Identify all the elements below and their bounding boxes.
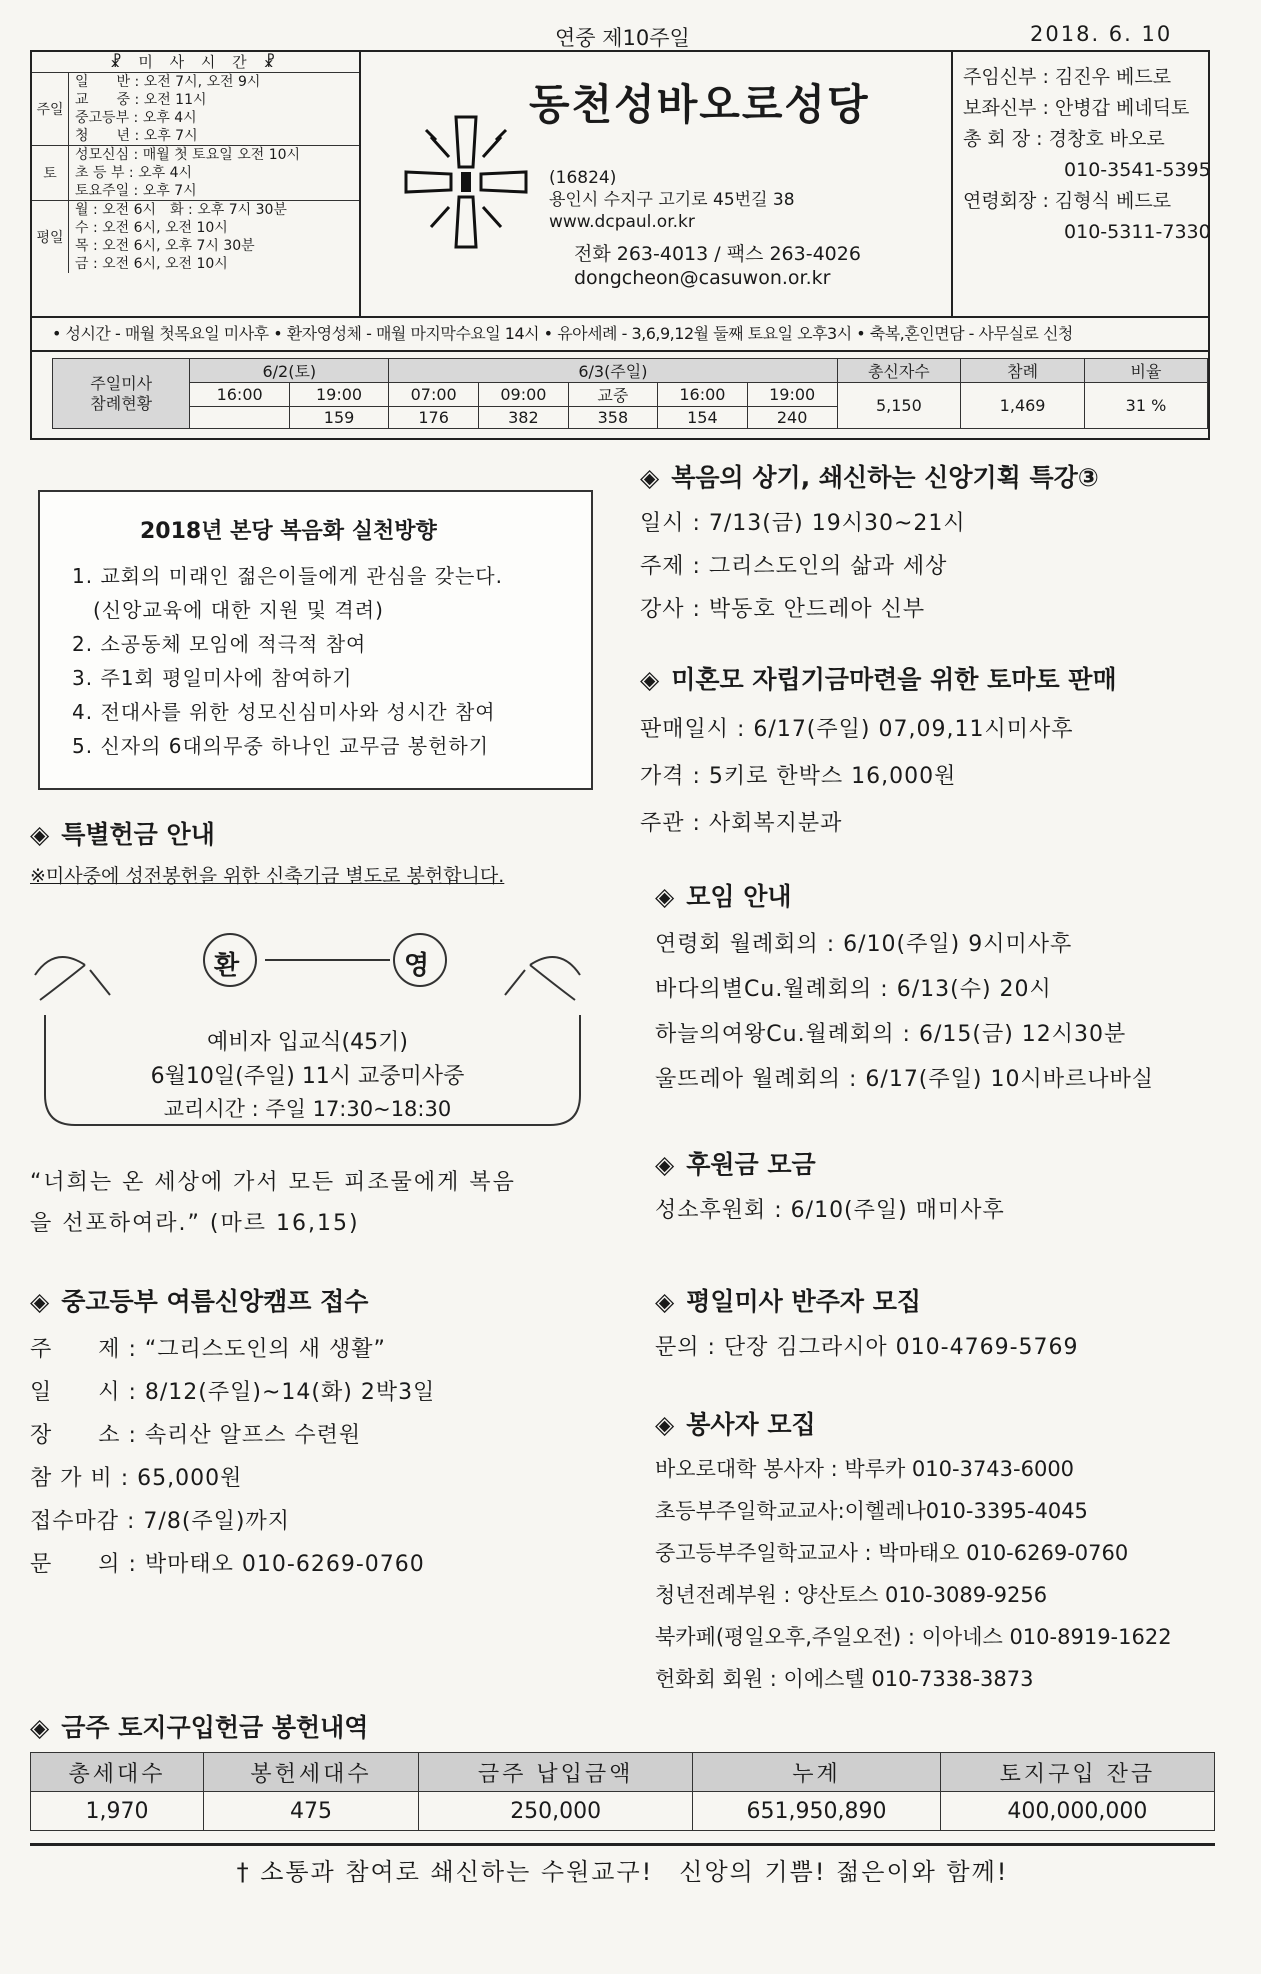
email: dongcheon@casuwon.or.kr [574, 267, 831, 289]
saturday-header: 6/2(토) [190, 359, 389, 383]
count-cell: 382 [479, 407, 569, 429]
land-header-cell: 금주 납입금액 [419, 1753, 693, 1792]
donation-notice [655, 1145, 1005, 1224]
camp-title: 중고등부 여름신앙캠프 접수 [61, 1287, 369, 1316]
practice-item: 5. 신자의 6대의무중 하나인 교무금 봉헌하기 [72, 734, 490, 758]
meeting-line: 하늘의여왕Cu.월례회의 : 6/15(금) 12시30분 [655, 1022, 1127, 1047]
count-cell: 159 [289, 407, 388, 429]
volunteer-line: 북카페(평일오후,주일오전) : 이아네스 010-8919-1622 [655, 1625, 1172, 1649]
practice-item: 3. 주1회 평일미사에 참여하기 [72, 666, 353, 690]
mass-schedule [32, 52, 361, 318]
land-value-cell: 475 [204, 1792, 419, 1831]
attendance-box [30, 352, 1210, 440]
meetings-notice [655, 877, 1154, 1093]
land-purchase-heading [30, 1708, 368, 1744]
tomato-title: 미혼모 자립기금마련을 위한 토마토 판매 [671, 665, 1117, 694]
time-cell: 19:00 [747, 383, 837, 407]
time-cell: 19:00 [289, 383, 388, 407]
church-address [549, 167, 795, 233]
tomato-line: 주관 : 사회복지분과 [640, 811, 843, 836]
land-header-cell: 봉헌세대수 [204, 1753, 419, 1792]
mass-line: 수 : 오전 6시, 오전 10시 [75, 220, 228, 236]
bulletin-date: 2018. 6. 10 [1030, 22, 1173, 46]
lecture-title: 복음의 상기, 쇄신하는 신앙기획 특강③ [671, 463, 1099, 492]
phone-fax: 전화 263-4013 / 팩스 263-4026 [574, 243, 861, 265]
organist-notice [655, 1282, 1079, 1361]
special-offering-text: ※미사중에 성전봉헌을 위한 신축기금 별도로 봉헌합니다. [30, 865, 505, 887]
practice-item: 4. 전대사를 위한 성모신심미사와 성시간 참여 [72, 700, 496, 724]
mass-line: 월 : 오전 6시 화 : 오후 7시 30분 [75, 202, 287, 218]
meeting-line: 바다의별Cu.월례회의 : 6/13(수) 20시 [655, 977, 1052, 1002]
time-cell: 교중 [568, 383, 657, 407]
welcome-event: 예비자 입교식(45기) [207, 1030, 408, 1055]
mass-line: 교 중 : 오전 11시 [75, 92, 207, 108]
practice-item: 1. 교회의 미래인 젊은이들에게 관심을 갖는다. [72, 564, 503, 588]
sunday-header: 6/3(주일) [389, 359, 837, 383]
time-cell: 16:00 [658, 383, 748, 407]
count-cell: 240 [747, 407, 837, 429]
staff-line: 총 회 장 : 경창호 바오로 [963, 128, 1165, 150]
practice-item: 2. 소공동체 모임에 적극적 참여 [72, 632, 367, 656]
welcome-char-2: 영 [404, 951, 430, 981]
volunteer-line: 헌화회 회원 : 이에스텔 010-7338-3873 [655, 1667, 1034, 1691]
time-cell: 07:00 [389, 383, 479, 407]
land-value-cell: 651,950,890 [693, 1792, 940, 1831]
donation-title: 후원금 모금 [686, 1150, 816, 1179]
volunteer-line: 바오로대학 봉사자 : 박루카 010-3743-6000 [655, 1457, 1075, 1481]
land-purchase-table [30, 1752, 1215, 1831]
attend-header: 참례 [961, 359, 1085, 383]
mass-group-saturday [32, 146, 359, 201]
attend-value: 1,469 [961, 383, 1085, 429]
mass-line: 성모신심 : 매월 첫 토요일 오전 10시 [75, 147, 301, 163]
camp-line: 주 제 : “그리스도인의 새 생활” [30, 1337, 386, 1362]
camp-line: 장 소 : 속리산 알프스 수련원 [30, 1423, 362, 1448]
practice-title: 2018년 본당 복음화 실천방향 [140, 519, 437, 544]
staff-line: 주임신부 : 김진우 베드로 [963, 66, 1172, 88]
lecture-line: 강사 : 박동호 안드레아 신부 [640, 597, 926, 622]
land-header-cell: 누계 [693, 1753, 940, 1792]
total-value: 5,150 [837, 383, 961, 429]
land-value-cell: 1,970 [31, 1792, 204, 1831]
donation-text: 성소후원회 : 6/10(주일) 매미사후 [655, 1198, 1005, 1223]
mass-line: 중고등부 : 오후 4시 [75, 110, 197, 126]
diamond-icon: ◈ [640, 463, 660, 492]
attendance-label-1: 주일미사 [90, 373, 153, 393]
welcome-when: 6월10일(주일) 11시 교중미사중 [150, 1064, 465, 1089]
volunteer-line: 청년전례부원 : 양산토스 010-3089-9256 [655, 1583, 1048, 1607]
diamond-icon: ◈ [655, 1410, 675, 1439]
mass-line: 일 반 : 오전 7시, 오전 9시 [75, 74, 261, 90]
mass-line: 청 년 : 오후 7시 [75, 128, 198, 144]
attendance-label [53, 359, 190, 429]
diamond-icon: ◈ [30, 1713, 50, 1742]
catechumen-welcome [30, 925, 585, 1140]
mass-group-label: 평일 [32, 201, 69, 273]
camp-line: 참 가 비 : 65,000원 [30, 1466, 243, 1491]
tomato-sale-notice [640, 660, 1117, 837]
diamond-icon: ◈ [30, 1287, 50, 1316]
tomato-line: 가격 : 5키로 한박스 16,000원 [640, 764, 957, 789]
diamond-icon: ◈ [640, 665, 660, 694]
mass-line: 금 : 오전 6시, 오전 10시 [75, 256, 228, 272]
count-cell: 358 [568, 407, 657, 429]
scripture-quote [30, 1165, 516, 1237]
diocese-slogan: † 소통과 참여로 쇄신하는 수원교구! 신앙의 기쁨! 젊은이와 함께! [30, 1843, 1215, 1887]
time-cell: 09:00 [479, 383, 569, 407]
mass-line: 토요주일 : 오후 7시 [75, 183, 197, 199]
lecture-line: 주제 : 그리스도인의 삶과 세상 [640, 554, 948, 579]
mass-group-weekday [32, 201, 359, 273]
meetings-title: 모임 안내 [686, 882, 792, 911]
land-header-cell: 토지구입 잔금 [940, 1753, 1214, 1792]
practice-box [38, 490, 593, 790]
meeting-line: 울뜨레아 월례회의 : 6/17(주일) 10시바르나바실 [655, 1067, 1154, 1092]
organist-text: 문의 : 단장 김그라시아 010-4769-5769 [655, 1335, 1079, 1360]
staff-line: 보좌신부 : 안병갑 베네딕토 [963, 97, 1190, 119]
time-cell: 16:00 [190, 383, 289, 407]
diamond-icon: ◈ [655, 1150, 675, 1179]
camp-line: 접수마감 : 7/8(주일)까지 [30, 1509, 290, 1534]
camp-line: 문 의 : 박마태오 010-6269-0760 [30, 1552, 425, 1577]
diamond-icon: ◈ [655, 882, 675, 911]
special-offering-notice [30, 815, 504, 888]
masthead [30, 50, 1210, 318]
diamond-icon: ◈ [655, 1287, 675, 1316]
church-info [359, 52, 951, 318]
lecture-line: 일시 : 7/13(금) 19시30~21시 [640, 511, 966, 536]
tomato-line: 판매일시 : 6/17(주일) 07,09,11시미사후 [640, 717, 1074, 742]
mass-line: 목 : 오전 6시, 오후 7시 30분 [75, 238, 255, 254]
volunteer-notice [655, 1405, 1172, 1693]
ratio-value: 31 % [1084, 383, 1207, 429]
land-header-cell: 총세대수 [31, 1753, 204, 1792]
organist-title: 평일미사 반주자 모집 [686, 1287, 921, 1316]
special-offering-title: 특별헌금 안내 [61, 820, 215, 849]
quote-line: “너희는 온 세상에 가서 모든 피조물에게 복음 [30, 1170, 516, 1195]
mass-line: 초 등 부 : 오후 4시 [75, 165, 193, 181]
land-value-cell: 400,000,000 [940, 1792, 1214, 1831]
welcome-char-1: 환 [214, 951, 240, 981]
volunteer-line: 초등부주일학교교사:이헬레나010-3395-4045 [655, 1499, 1088, 1523]
postal-code: (16824) [549, 168, 617, 188]
camp-line: 일 시 : 8/12(주일)~14(화) 2박3일 [30, 1380, 436, 1405]
attendance-label-2: 참례현황 [90, 393, 153, 413]
land-value-cell: 250,000 [419, 1792, 693, 1831]
staff-line: 연령회장 : 김형식 베드로 [963, 190, 1172, 212]
mass-group-label: 주일 [32, 73, 69, 145]
mass-schedule-title: ☧ 미 사 시 간 ☧ [32, 52, 359, 73]
staff-line: 010-5311-7330 [963, 221, 1211, 243]
count-cell: 154 [658, 407, 748, 429]
mass-group-sunday [32, 73, 359, 146]
practice-item: (신앙교육에 대한 지원 및 격려) [72, 598, 384, 622]
volunteer-title: 봉사자 모집 [686, 1410, 816, 1439]
count-cell: 176 [389, 407, 479, 429]
website: www.dcpaul.or.kr [549, 212, 695, 232]
sacrament-info-bar: • 성시간 - 매월 첫목요일 미사후 • 환자영성체 - 매월 마지막수요일 14시 • 유아세례 - 3,6,9,12월 둘째 토요일 오후3시 • 축복,혼인면담 - 사무실로 신청 [30, 318, 1210, 352]
count-cell [190, 407, 289, 429]
staff-list [951, 52, 1210, 318]
church-name: 동천성바오로성당 [529, 80, 870, 129]
meeting-line: 연령회 월례회의 : 6/10(주일) 9시미사후 [655, 932, 1073, 957]
diamond-icon: ◈ [30, 820, 50, 849]
volunteer-line: 중고등부주일학교교사 : 박마태오 010-6269-0760 [655, 1541, 1129, 1565]
total-header: 총신자수 [837, 359, 961, 383]
cross-logo-icon [401, 112, 531, 252]
lecture-notice [640, 458, 1099, 623]
quote-line: 을 선포하여라.” (마르 16,15) [30, 1211, 360, 1236]
land-title: 금주 토지구입헌금 봉헌내역 [61, 1713, 369, 1742]
attendance-table [52, 358, 1208, 429]
staff-line: 010-3541-5395 [963, 159, 1211, 181]
liturgical-week: 연중 제10주일 [555, 26, 690, 50]
welcome-class: 교리시간 : 주일 17:30~18:30 [163, 1097, 452, 1121]
street-address: 용인시 수지구 고기로 45번길 38 [549, 190, 795, 210]
church-contact [574, 242, 861, 290]
mass-group-label: 토 [32, 146, 69, 200]
summer-camp-notice [30, 1282, 435, 1578]
ratio-header: 비율 [1084, 359, 1207, 383]
